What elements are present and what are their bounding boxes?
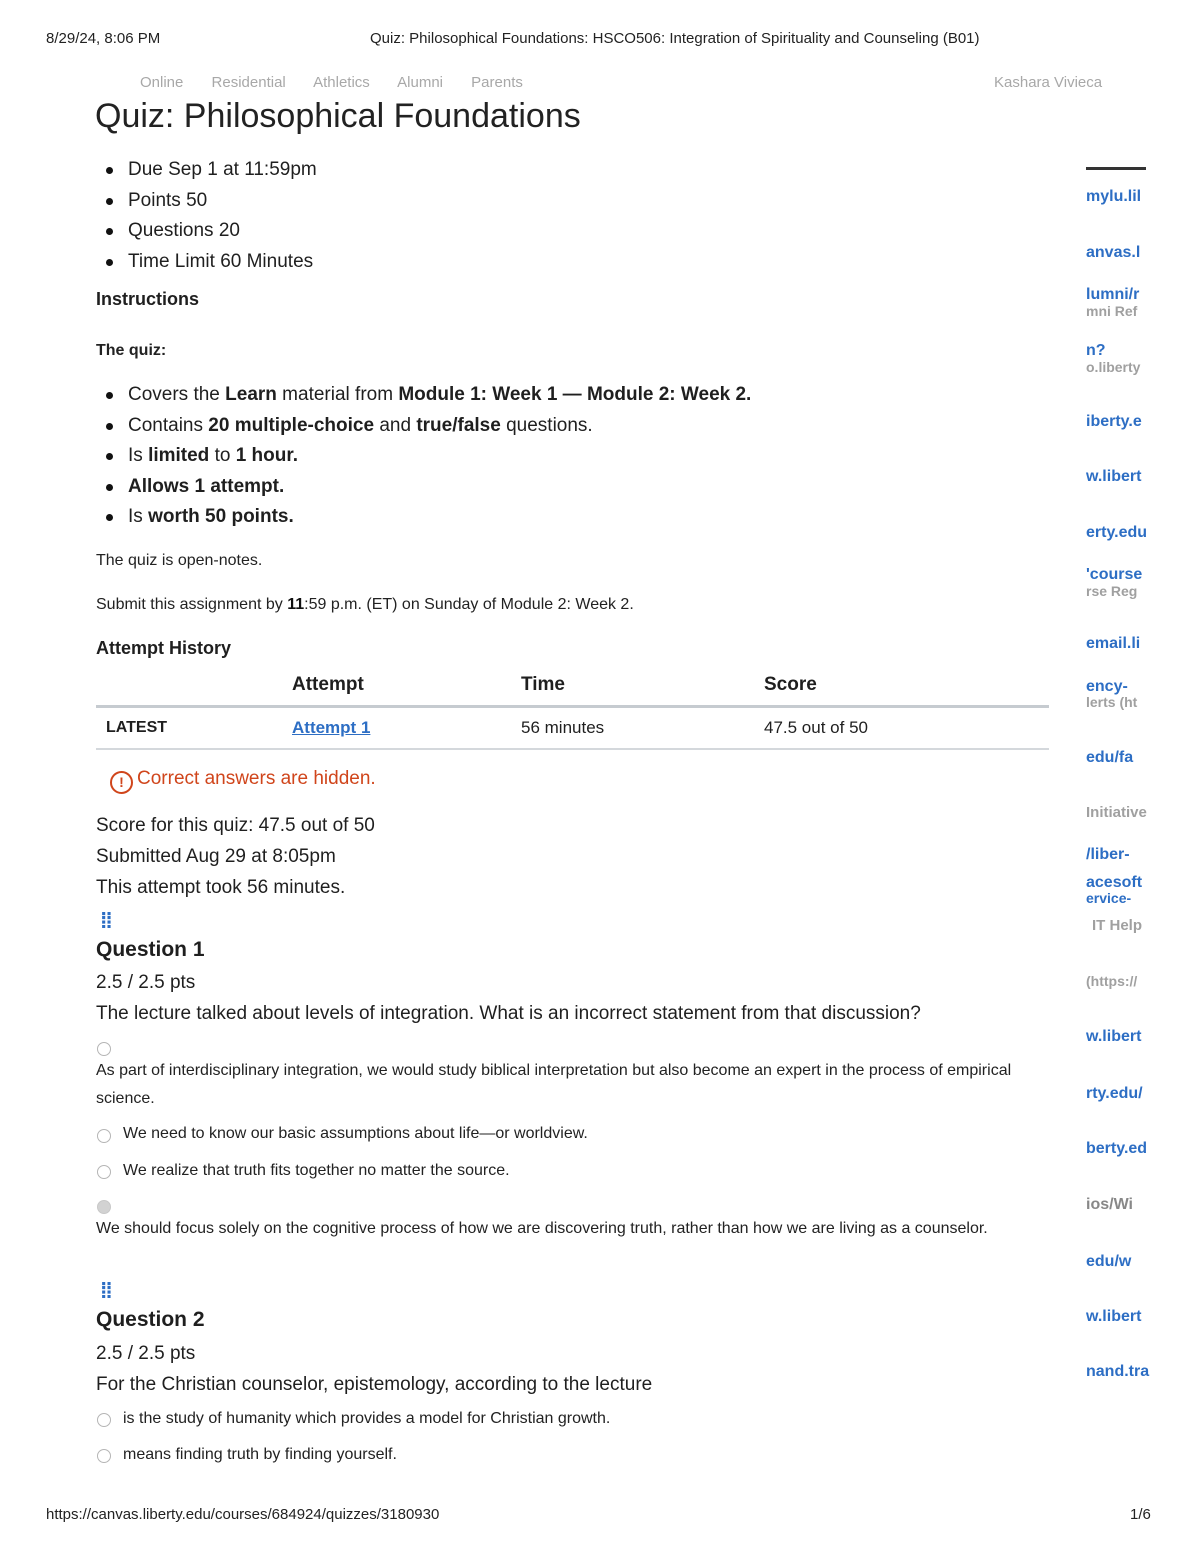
- column-header-score: Score: [764, 665, 1049, 707]
- sidebar-sublabel: (https://: [1086, 973, 1138, 989]
- sidebar-link[interactable]: w.libert: [1086, 468, 1142, 485]
- attempt-history-table: [96, 665, 1049, 750]
- sidebar-link[interactable]: w.libert: [1086, 1308, 1142, 1325]
- question-1-title: Question 1: [96, 938, 205, 961]
- sidebar-link[interactable]: ios/Wi: [1086, 1196, 1133, 1213]
- drag-handle-icon[interactable]: ⁞⁞: [100, 1278, 111, 1303]
- bullet-contains: Contains 20 multiple-choice and true/false questions.: [96, 411, 751, 442]
- attempt-cell: [292, 707, 521, 750]
- sidebar-link[interactable]: edu/fa: [1086, 749, 1134, 766]
- print-page-number: 1/6: [1130, 1506, 1151, 1523]
- time-cell: 56 minutes: [521, 707, 764, 750]
- alert-text: Correct answers are hidden.: [137, 768, 376, 789]
- question-1-option-2-radio[interactable]: [97, 1127, 111, 1145]
- attempt-history-heading: Attempt History: [96, 638, 232, 658]
- clipped-sidebar-links: [1086, 160, 1148, 1325]
- sidebar-link[interactable]: mylu.lil: [1086, 188, 1142, 205]
- table-row: [96, 707, 1049, 750]
- question-1-points: 2.5 / 2.5 pts: [96, 972, 196, 993]
- table-header-row: [96, 665, 1049, 707]
- points: Points 50: [96, 186, 317, 217]
- instruction-bullets: [96, 380, 751, 533]
- question-2-option-2-radio[interactable]: [97, 1447, 111, 1465]
- sidebar-link[interactable]: w.libert: [1086, 1028, 1142, 1045]
- question-1-option-3-text: We realize that truth fits together no matter the source.: [123, 1162, 510, 1179]
- question-2-option-2-text: means finding truth by finding yourself.: [123, 1446, 397, 1463]
- due-date: Due Sep 1 at 11:59pm: [96, 155, 317, 186]
- score-cell: 47.5 out of 50: [764, 707, 1049, 750]
- sidebar-link[interactable]: email.li: [1086, 635, 1141, 652]
- open-notes-text: The quiz is open-notes.: [96, 552, 263, 569]
- alert-circle-icon: !: [110, 771, 133, 794]
- question-1-option-4-radio-selected[interactable]: [97, 1198, 111, 1216]
- question-2-option-1-radio[interactable]: [97, 1411, 111, 1429]
- nav-parents[interactable]: Parents: [471, 74, 523, 91]
- question-1-option-1-text: As part of interdisciplinary integration, we would study biblical interpretation but also become an expert in the process of empirical science.: [96, 1062, 1012, 1107]
- sidebar-link[interactable]: ency-: [1086, 678, 1128, 695]
- print-url: https://canvas.liberty.edu/courses/684924/quizzes/3180930: [46, 1506, 440, 1523]
- sidebar-link[interactable]: ervice-: [1086, 890, 1132, 906]
- nav-alumni[interactable]: Alumni: [397, 74, 443, 91]
- question-1-option-4-text: We should focus solely on the cognitive process of how we are discovering truth, rather than how we are living as a counselor.: [96, 1220, 988, 1237]
- latest-label: LATEST: [96, 707, 292, 750]
- the-quiz-label: The quiz:: [96, 342, 167, 359]
- sidebar-link[interactable]: acesoft: [1086, 874, 1143, 891]
- bullet-attempts: Allows 1 attempt.: [96, 472, 751, 503]
- sidebar-link[interactable]: iberty.e: [1086, 413, 1142, 430]
- sidebar-sublabel: mni Ref: [1086, 303, 1138, 319]
- sidebar-sublabel: IT Help: [1092, 917, 1143, 934]
- attempt-summary: [96, 810, 375, 903]
- question-1-option-2-text: We need to know our basic assumptions about life—or worldview.: [123, 1125, 588, 1142]
- sidebar-link[interactable]: rty.edu/: [1086, 1085, 1143, 1102]
- correct-answers-hidden-alert: [110, 768, 376, 794]
- score-text: Score for this quiz: 47.5 out of 50: [96, 815, 375, 836]
- user-name[interactable]: Kashara Vivieca: [994, 74, 1103, 91]
- sidebar-link[interactable]: edu/w: [1086, 1253, 1132, 1270]
- bullet-covers: Covers the Learn material from Module 1: Week 1 — Module 2: Week 2.: [96, 380, 751, 411]
- instructions-heading: Instructions: [96, 289, 200, 309]
- question-2-title: Question 2: [96, 1308, 205, 1331]
- sidebar-link[interactable]: erty.edu: [1086, 524, 1148, 541]
- column-header-blank: [96, 665, 292, 707]
- nav-residential[interactable]: Residential: [211, 74, 286, 91]
- question-1-prompt: The lecture talked about levels of integration. What is an incorrect statement from that discussion?: [96, 1003, 921, 1024]
- sidebar-sublabel: o.liberty: [1086, 359, 1141, 375]
- attempt-link[interactable]: Attempt 1: [292, 718, 371, 737]
- print-page-title: Quiz: Philosophical Foundations: HSCO506: Integration of Spirituality and Counseling (B01): [370, 30, 980, 47]
- question-2-prompt: For the Christian counselor, epistemology, according to the lecture: [96, 1374, 653, 1395]
- drag-handle-icon[interactable]: ⁞⁞: [100, 908, 111, 933]
- submitted-text: Submitted Aug 29 at 8:05pm: [96, 846, 336, 867]
- sidebar-link[interactable]: nand.tra: [1086, 1363, 1150, 1380]
- question-1-option-1-radio[interactable]: [97, 1040, 111, 1058]
- sidebar-sublabel: Initiative: [1086, 804, 1147, 821]
- quiz-meta-list: [96, 155, 317, 277]
- sidebar-link[interactable]: anvas.l: [1086, 244, 1141, 261]
- sidebar-link[interactable]: lumni/r: [1086, 286, 1140, 303]
- sidebar-link[interactable]: n?: [1086, 342, 1106, 359]
- duration-text: This attempt took 56 minutes.: [96, 877, 346, 898]
- column-header-time: Time: [521, 665, 764, 707]
- submit-deadline-text: Submit this assignment by 11:59 p.m. (ET) on Sunday of Module 2: Week 2.: [96, 596, 634, 613]
- nav-online[interactable]: Online: [140, 74, 184, 91]
- column-header-attempt: Attempt: [292, 665, 521, 707]
- sidebar-link[interactable]: 'course: [1086, 566, 1143, 583]
- nav-athletics[interactable]: Athletics: [313, 74, 370, 91]
- sidebar-link[interactable]: /liber-: [1086, 846, 1130, 863]
- question-2-points: 2.5 / 2.5 pts: [96, 1343, 196, 1364]
- question-1-option-3-radio[interactable]: [97, 1163, 111, 1181]
- quiz-title: Quiz: Philosophical Foundations: [95, 97, 581, 135]
- top-navigation: [140, 74, 547, 91]
- sidebar-link[interactable]: berty.ed: [1086, 1140, 1148, 1157]
- question-count: Questions 20: [96, 216, 317, 247]
- sidebar-sublabel: lerts (ht: [1086, 694, 1138, 710]
- sidebar-sublabel: rse Reg: [1086, 583, 1138, 599]
- question-2-option-1-text: is the study of humanity which provides a model for Christian growth.: [123, 1410, 611, 1427]
- quiz-title-container: [95, 97, 695, 138]
- bullet-limited: Is limited to 1 hour.: [96, 441, 751, 472]
- time-limit: Time Limit 60 Minutes: [96, 247, 317, 278]
- print-datetime: 8/29/24, 8:06 PM: [46, 30, 161, 47]
- bullet-worth: Is worth 50 points.: [96, 502, 751, 533]
